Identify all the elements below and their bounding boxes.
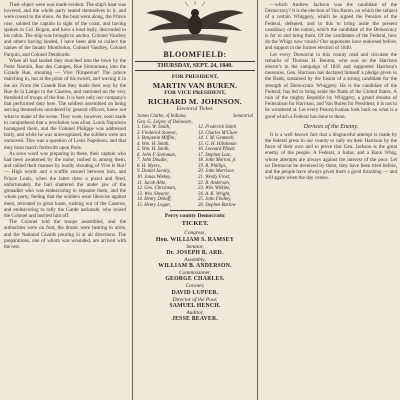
dateline: THURSDAY, SEPT. 24, 1840. [135, 61, 255, 71]
elector-name-left: 2. Frederick Stoever, [137, 130, 177, 136]
elector-name-left: 12. Geo. Christman, [137, 186, 177, 192]
elector-name-left: 14. Henry Dehoff, [137, 197, 172, 203]
elector-name-right: 13. Charles M'Clure [198, 130, 238, 136]
elector-name-right: 12. Frederick Smith [198, 125, 237, 131]
elector-name-left: 6. John F. Steinman, [137, 152, 177, 158]
eagle-emblem-icon [135, 0, 255, 48]
ticket-header-right: Senatorial [233, 114, 253, 119]
elector-name-right: 18. John Morton, jr. [198, 158, 237, 164]
ticket-label: TICKET. [181, 220, 209, 228]
candidate-name: GEORGE CHARLES. [165, 276, 225, 283]
right-paragraph: —which Andrew Jackson was the candidate of the Democracy? It is the election of Van Buren, on which the subject of a certain Whiggery, which he signed the Pension of the Federal, defeated, and in this to bring aside the present candidacy of the nation, which the candidate of the Democracy is for to and bring them. Of the candidates of the Federal, how do the Whigs now vouch? Our opponents have endorsed before, and support in the former election of 1840. [265, 2, 397, 52]
elector-name-left: 3. Benjamin Mifflin, [137, 136, 176, 142]
elector-name-left: 11. Jacob Able, [137, 180, 167, 186]
ticket-header-left-2: Geo. G. Leiper, of Delaware, [137, 119, 193, 125]
left-paragraph: The Colonel told the troops assembled, and the authorities were on foot, the drums were beating to arms, and the National Guards pouring in at all directions. The preparations, one of whom was wounded, are arrived with the rest. [4, 219, 126, 250]
middle-column [135, 0, 255, 400]
ticket-header-left: James Clarke, of Indiana, [137, 114, 187, 119]
elector-name-left: 1. Geo. W. Smith, [137, 125, 171, 131]
left-paragraph: As soon word was preparing in these, their captain who had been awakened by the noise, rushed in among them, and rallied their manner by loudly shouting of Vive le Roi! — High words and a scuffle ensued between him, and Prince Louis, when the latter drew a pistol and fired, unfortunately the ball shattered the under jaw of the grenadier who was endeavoring to separate them, and the whole party, feeling that the soldiers were likewise against them, retreated in great haste, rushing out of the Caserne, and endeavoring to rally the Garde nationale, who seized the Colonel and hurried him off. [4, 150, 126, 219]
column-divider [132, 0, 133, 400]
candidate-name: Hon. WILLIAM S. RAMSEY [155, 236, 235, 243]
elector-name-left: 13. Wm. Shearer, [137, 191, 170, 197]
candidate-name: Dr. JOSEPH B. ARD. [166, 249, 224, 256]
elector-name-left: 4. Wm. H. Smith, [137, 141, 170, 147]
masthead: BLOOMFIELD: [163, 50, 227, 59]
right-article [265, 2, 397, 120]
elector-name-left: 9. Daniel Jacoby, [137, 169, 171, 175]
left-article [4, 2, 126, 250]
elector-name-left: 15. Henry Logan, [137, 202, 171, 208]
left-column [0, 0, 130, 400]
electoral-ticket [137, 114, 253, 208]
office-role: Senator, [186, 243, 204, 250]
elector-name-right: 20. John Morrison [198, 169, 234, 175]
elector-name-left: 7. John Doudle, [137, 158, 168, 164]
elector-name-right: 21. Westly Frost, [198, 175, 231, 181]
ticket-row [137, 203, 253, 209]
elector-name-right: 23. Wm. Wilkins, [198, 186, 231, 192]
right-paragraph: It is a well known fact that a disgraceful attempt is made by the federal press in our county to rally on their Harrison by the force of their own and to prove that Gen. Jackson is the great enemy of the people. A Federal, a Judas, and a Bank Whig, whose attempts are always against the interest of the poor. Let no Democrat be deceived by them, they have been tried before, and the people have always given them a good thrashing — and will again when the day comes. [265, 131, 397, 182]
for-president-label: FOR PRESIDENT, [171, 74, 219, 80]
president-name: MARTIN VAN BUREN. [152, 81, 238, 90]
divider-line [170, 210, 220, 211]
devices-heading: Devices of the Enemy. [303, 122, 359, 130]
office-role: Congress, [184, 230, 206, 237]
elector-name-right: 14. J. M. Gemmell, [198, 136, 235, 142]
right-paragraph: Let every Democrat in this county read and circulate the remarks of Thomas H. Benton, who was on the Harrison elector's in the campaign of 1836 and supported Harrison's measures. Gen. Harrison has declared himself a pledge given to the Bank; sustained by the fusion of a strong candidate for the strength of Democratic Whiggery. He is the candidate of the Federal; has led to bring aside the Bank of the United States. A ruin of the mighty Republic by Whiggery, a grand dreams of Federalism for Harrison, and Van Buren for President; it is not to be wondered at. Let every Pennsylvanian look back on what is a good which a Federal has done to them. [265, 51, 397, 120]
elector-name-right: 25. John Findley, [198, 197, 232, 203]
office-role: Director of the Poor, [172, 296, 218, 303]
county-offices [135, 230, 255, 323]
county-label: Perry county Democratic [164, 213, 226, 220]
elector-name-right: 24. A. K. Wright, [198, 191, 231, 197]
candidate-name: WILLIAM B. ANDERSON. [158, 263, 232, 270]
elector-name-right: 26. Stephen Barlow [198, 202, 236, 208]
left-paragraph: When all had landed they marched into the town by the Porte Narrain, Rue des Campes, Rue Simonneau, into the Grande Rue, shouting — Vive l'Empereur! The prince marching in, but at the point of his sword, and waving it in the air. From the Grande Rue they made their way by the Rue de la Lampe to the Caserne, and stationed on the very threshold of troops of the line. It is here only our company's that performed duty here. The soldiers assembled on being serving themselves unordered by general officers, knew not what to make of the scene. They were, however, soon made to comprehend that a revolution was afoot. Louis Napoleon harangued them, and the Colonel Philippe was addressed hotly, and while he was unrecognized, the soldiers were not unmoved. This was a question of Louis Napoleon, and that they must march forthwith upon Paris. [4, 57, 126, 151]
elector-name-left: 5. Wm. H. Smith, [137, 147, 170, 153]
office-role: Coroner, [185, 283, 205, 290]
office-role: Commissioner, [179, 270, 211, 277]
electoral-ticket-label: Electoral Ticket. [176, 106, 214, 112]
column-divider [257, 0, 258, 400]
elector-name-right: 19. R. Phillips, [198, 163, 227, 169]
right-column [260, 0, 400, 400]
candidate-name: JESSE BEAVER. [172, 316, 218, 323]
elector-name-left: 10. Jonas Wiekey, [137, 175, 172, 181]
elector-name-left: 8. H. Myers, [137, 163, 161, 169]
office-role: Auditor, [186, 310, 204, 317]
elector-name-right: 15. G. H. Hibshman [198, 141, 237, 147]
office-role: Assembly, [184, 256, 206, 263]
left-paragraph: Their object were was made evident. The ship's boat was lowered, and the whole party seated themselves in it, and were rowed to the shore. As the boat went along, the Prince rose, saluted the captain in sight of the coast, and having spoken to Col. Bogon, and have a loud reply, descended to his cabin. The ship was brought to anchor. Colonel Vaudrey and others having landed, I have been able to collect the names of the fanatic Montholon, Colonel Vaudrey, Colonel Parquin, and Colonel Delaborde. [4, 2, 126, 58]
elector-name-right: 22. R. Anderson, [198, 180, 231, 186]
right-article-2 [265, 132, 397, 182]
vp-name: RICHARD M. JOHNSON. [148, 97, 242, 106]
ticket-rows [137, 125, 253, 208]
candidate-name: DAVID LUPFER. [171, 289, 219, 296]
elector-name-right: 17. Stephen Lutz, [198, 152, 232, 158]
elector-name-right: 16. Leonard Pfoutz [198, 147, 235, 153]
for-vp-label: FOR VICE PRESIDENT, [164, 90, 226, 96]
candidate-name: SAMUEL HENCH. [169, 303, 221, 310]
